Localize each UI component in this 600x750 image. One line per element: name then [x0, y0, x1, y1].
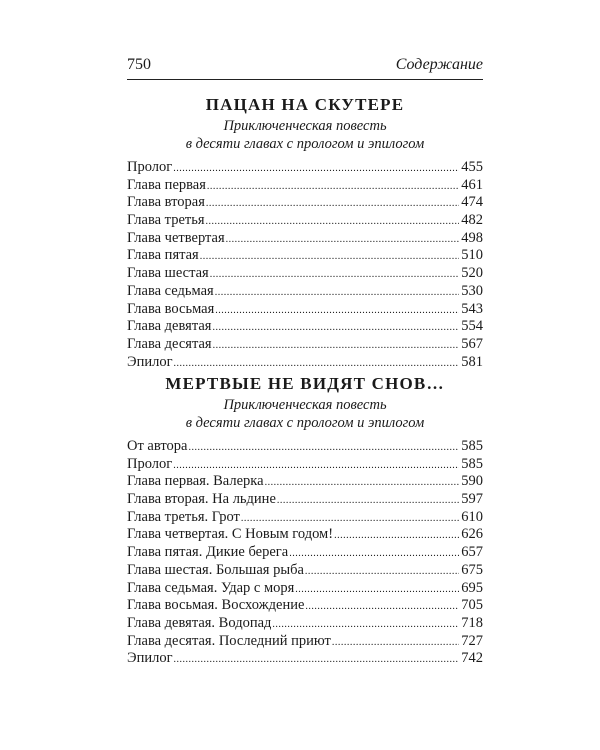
- dot-leader: [305, 563, 459, 581]
- toc-entry-label: Эпилог: [127, 650, 173, 667]
- toc-entry-label: Глава третья. Грот: [127, 508, 240, 525]
- toc-entry-label: Глава первая. Валерка: [127, 473, 264, 490]
- toc-entry-page-number: 530: [461, 282, 483, 299]
- toc-entry-page-number: 657: [461, 544, 483, 561]
- toc-entry-page-number: 567: [461, 335, 483, 352]
- toc-entry[interactable]: [127, 597, 483, 615]
- toc-entry-label: Глава десятая: [127, 335, 212, 352]
- running-title: Содержание: [395, 56, 483, 73]
- toc-entry-page-number: 585: [461, 455, 483, 472]
- section-subtitle-line-1: Приключенческая повесть: [223, 397, 387, 413]
- dot-leader: [174, 355, 460, 373]
- toc-entry[interactable]: [127, 177, 483, 195]
- toc-entry[interactable]: [127, 318, 483, 336]
- toc-entry-page-number: 590: [461, 473, 483, 490]
- toc-entry[interactable]: [127, 562, 483, 580]
- toc-entry-page-number: 675: [461, 561, 483, 578]
- dot-leader: [210, 266, 460, 284]
- toc-entry[interactable]: [127, 212, 483, 230]
- toc-entry-label: От автора: [127, 438, 188, 454]
- dot-leader: [188, 439, 459, 457]
- dot-leader: [206, 195, 459, 213]
- section-title: МЕРТВЫЕ НЕ ВИДЯТ СНОВ…: [165, 374, 445, 393]
- toc-entry[interactable]: [127, 354, 483, 372]
- toc-entry-page-number: 581: [461, 353, 483, 370]
- toc-entry-label: Глава четвертая. С Новым годом!: [127, 526, 334, 543]
- toc-entry[interactable]: [127, 336, 483, 354]
- toc-entry-label: Глава вторая. На льдине: [127, 491, 276, 508]
- toc-entry-page-number: 742: [461, 650, 483, 667]
- dot-leader: [332, 634, 459, 652]
- dot-leader: [174, 651, 460, 669]
- dot-leader: [207, 178, 459, 196]
- toc-entry[interactable]: [127, 580, 483, 598]
- toc-entry-label: Глава девятая: [127, 318, 212, 335]
- toc-entry[interactable]: [127, 230, 483, 248]
- toc-entry-label: Глава десятая. Последний приют: [127, 632, 331, 649]
- dot-leader: [215, 302, 459, 320]
- toc-entry[interactable]: [127, 544, 483, 562]
- header-rule: [127, 79, 483, 80]
- toc-entry-label: Глава четвертая: [127, 229, 225, 246]
- section-subtitle-line-1: Приключенческая повесть: [223, 118, 387, 134]
- toc-entry-page-number: 498: [461, 229, 483, 246]
- toc-entry-page-number: 727: [461, 632, 483, 649]
- toc-entry-page-number: 554: [461, 318, 483, 335]
- toc-entry[interactable]: [127, 247, 483, 265]
- toc-entry-label: Глава шестая: [127, 265, 209, 282]
- toc-entry-label: Пролог: [127, 159, 173, 175]
- toc-entry-page-number: 474: [461, 194, 483, 211]
- dot-leader: [226, 231, 460, 249]
- toc-entry-page-number: 461: [461, 176, 483, 193]
- toc-entry[interactable]: [127, 473, 483, 491]
- toc-list: [127, 438, 483, 668]
- toc-entry[interactable]: [127, 265, 483, 283]
- toc-entry-label: Глава первая: [127, 176, 206, 193]
- dot-leader: [173, 160, 459, 178]
- toc-entry-label: Глава пятая: [127, 247, 199, 264]
- dot-leader: [241, 510, 459, 528]
- toc-entry-label: Глава восьмая: [127, 300, 215, 317]
- dot-leader: [334, 527, 459, 545]
- dot-leader: [277, 492, 459, 510]
- dot-leader: [289, 545, 459, 563]
- running-head: [127, 52, 483, 78]
- toc-entry-label: Глава пятая. Дикие берега: [127, 544, 289, 561]
- dot-leader: [265, 474, 460, 492]
- toc-entry-label: Эпилог: [127, 353, 173, 370]
- toc-entry[interactable]: [127, 615, 483, 633]
- toc-section-pacan-na-skutere: [127, 94, 483, 371]
- toc-entry-page-number: 610: [461, 508, 483, 525]
- toc-entry-label: Глава восьмая. Восхождение: [127, 597, 305, 614]
- dot-leader: [272, 616, 459, 634]
- section-subtitle-line-2: в десяти главах с прологом и эпилогом: [185, 136, 425, 152]
- toc-entry[interactable]: [127, 456, 483, 474]
- toc-entry[interactable]: [127, 438, 483, 456]
- page: [127, 52, 483, 667]
- toc-entry-page-number: 718: [461, 614, 483, 631]
- toc-entry-label: Пролог: [127, 455, 173, 472]
- toc-entry[interactable]: [127, 159, 483, 177]
- toc-entry-page-number: 482: [461, 212, 483, 229]
- toc-entry[interactable]: [127, 194, 483, 212]
- dot-leader: [295, 581, 459, 599]
- dot-leader: [215, 284, 460, 302]
- toc-entry-label: Глава третья: [127, 212, 205, 229]
- toc-entry[interactable]: [127, 301, 483, 319]
- toc-entry-page-number: 705: [461, 597, 483, 614]
- dot-leader: [206, 213, 460, 231]
- toc-entry-label: Глава девятая. Водопад: [127, 614, 272, 631]
- toc-entry-label: Глава седьмая: [127, 282, 214, 299]
- toc-entry-page-number: 543: [461, 300, 483, 317]
- dot-leader: [200, 248, 460, 266]
- toc-entry[interactable]: [127, 509, 483, 527]
- toc-section-mertvye-ne-vidyat-snov: [127, 373, 483, 668]
- toc-entry-page-number: 695: [461, 579, 483, 596]
- toc-entry-page-number: 510: [461, 247, 483, 264]
- dot-leader: [173, 457, 459, 475]
- dot-leader: [212, 319, 459, 337]
- toc-entry-page-number: 626: [461, 526, 483, 543]
- toc-entry-page-number: 455: [461, 159, 483, 175]
- toc-entry-page-number: 597: [461, 491, 483, 508]
- toc-entry[interactable]: [127, 650, 483, 668]
- section-subtitle-line-2: в десяти главах с прологом и эпилогом: [185, 415, 425, 431]
- toc-entry-page-number: 585: [461, 438, 483, 454]
- toc-entry[interactable]: [127, 526, 483, 544]
- toc-entry[interactable]: [127, 633, 483, 651]
- dot-leader: [305, 598, 459, 616]
- toc-entry[interactable]: [127, 283, 483, 301]
- toc-entry-label: Глава шестая. Большая рыба: [127, 561, 304, 578]
- toc-entry-page-number: 520: [461, 265, 483, 282]
- toc-entry-label: Глава вторая: [127, 194, 205, 211]
- dot-leader: [213, 337, 460, 355]
- toc-list: [127, 159, 483, 371]
- page-number: 750: [127, 56, 151, 73]
- section-title: ПАЦАН НА СКУТЕРЕ: [205, 95, 405, 114]
- toc-entry[interactable]: [127, 491, 483, 509]
- toc-entry-label: Глава седьмая. Удар с моря: [127, 579, 295, 596]
